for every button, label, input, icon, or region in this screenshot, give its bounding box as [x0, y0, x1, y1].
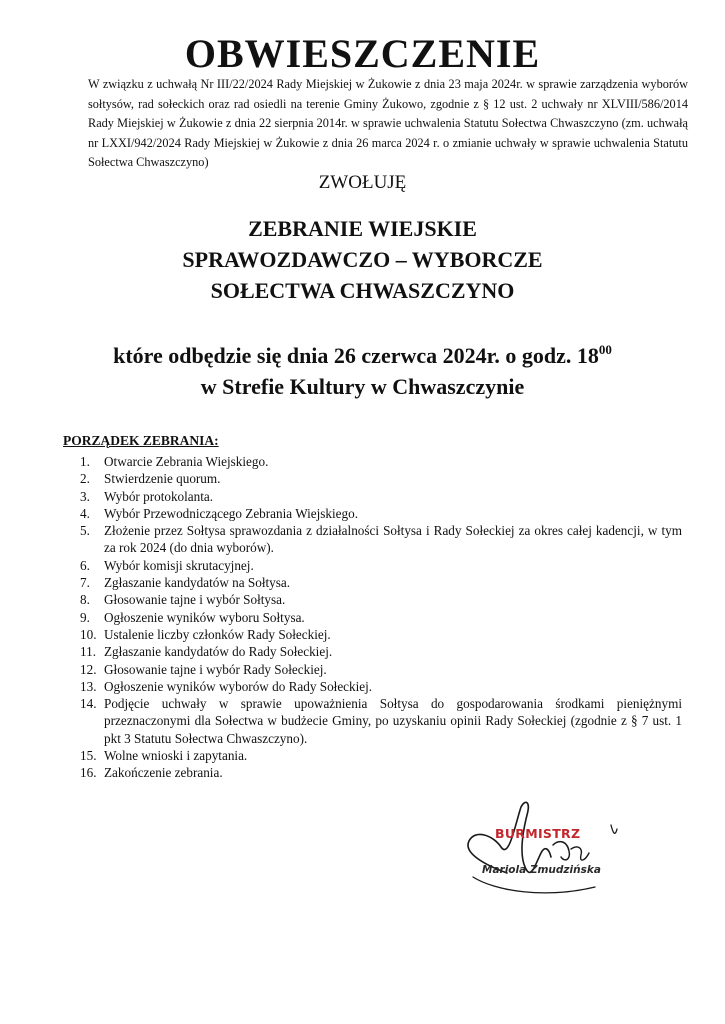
agenda-item-number: 12.: [80, 661, 97, 677]
intro-paragraph: W związku z uchwałą Nr III/22/2024 Rady Miejskiej w Żukowie z dnia 23 maja 2024r. w sprawie zarządzenia wyborów sołtysów, rad sołeckich oraz rad osiedli na terenie Gminy Żukowo, zgodnie z § 12 ust. 2 uchwały nr XLVIII/586/2014 Rady Miejskiej w Żukowie z dnia 22 sierpnia 2014r. w sprawie uchwalenia Statutu Sołectwa Chwaszczyno (zm. uchwałą nr LXXI/942/2024 Rady Miejskiej w Żukowie z dnia 26 marca 2024 r. o zmianie uchwały w sprawie uchwalenia Statutu Sołectwa Chwaszczyno): [88, 77, 688, 169]
agenda-item-text: Podjęcie uchwały w sprawie upoważnienia Sołtysa do gospodarowania środkami pieniężnymi przeznaczonymi dla Sołectwa w budżecie Gminy, po uzyskaniu opinii Rady Sołeckiej (zgodnie z § 7 ust. 1 pkt 3 Statutu Sołectwa Chwaszczyno).: [104, 696, 682, 746]
agenda-item: [80, 695, 682, 747]
agenda-item: [80, 574, 682, 591]
event-date-line: [0, 340, 725, 371]
event-name-line-2: SPRAWOZDAWCZO – WYBORCZE: [182, 247, 543, 272]
agenda-item: [80, 522, 682, 557]
agenda-item-text: Stwierdzenie quorum.: [104, 471, 221, 487]
agenda-item-number: 14.: [80, 696, 97, 712]
event-date-place: [0, 340, 725, 402]
event-name-line-1: ZEBRANIE WIEJSKIE: [248, 216, 477, 241]
event-place-line: w Strefie Kultury w Chwaszczynie: [200, 374, 525, 399]
agenda-item: [80, 626, 682, 643]
agenda-item-text: Ogłoszenie wyników wyborów do Rady Sołeckiej.: [104, 678, 373, 694]
agenda-item: [80, 557, 682, 574]
agenda-item: [80, 661, 682, 678]
agenda-item: [80, 643, 682, 660]
agenda-item-text: Otwarcie Zebrania Wiejskiego.: [104, 454, 269, 469]
handwritten-signature: [455, 795, 635, 905]
agenda-item-number: 1.: [80, 454, 90, 469]
convene-label: ZWOŁUJĘ: [318, 172, 407, 193]
agenda-item-number: 7.: [80, 575, 90, 591]
agenda-heading: PORZĄDEK ZEBRANIA:: [63, 433, 219, 448]
event-name-line-3: SOŁECTWA CHWASZCZYNO: [210, 278, 515, 303]
agenda-item: [80, 488, 682, 505]
stamp-title: BURMISTRZ: [495, 826, 581, 841]
agenda-item-text: Zakończenie zebrania.: [104, 765, 223, 781]
agenda-item-text: Wybór Przewodniczącego Zebrania Wiejskiego.: [104, 505, 359, 521]
agenda-item-number: 3.: [80, 488, 90, 504]
event-time-minutes: 00: [598, 342, 612, 357]
event-name: [0, 213, 725, 306]
agenda-item-number: 6.: [80, 557, 90, 573]
agenda-item-text: Wybór komisji skrutacyjnej.: [104, 557, 254, 573]
agenda-item: [80, 591, 682, 608]
agenda-item-number: 2.: [80, 471, 90, 487]
agenda-item: [80, 453, 682, 470]
agenda-item-number: 5.: [80, 523, 90, 539]
agenda-item: [80, 747, 682, 764]
agenda-item-number: 10.: [80, 626, 97, 642]
event-date-text: które odbędzie się dnia 26 czerwca 2024r. o godz. 18: [113, 343, 599, 368]
agenda-item: [80, 505, 682, 522]
agenda-item-text: Ustalenie liczby członków Rady Sołeckiej.: [104, 626, 331, 642]
agenda-item-number: 13.: [80, 678, 97, 694]
agenda-item: [80, 764, 682, 781]
agenda-item-number: 11.: [80, 644, 96, 660]
agenda-item-number: 8.: [80, 592, 90, 608]
agenda-item-text: Wolne wnioski i zapytania.: [104, 748, 248, 764]
agenda-item-number: 15.: [80, 748, 97, 764]
agenda-item-text: Głosowanie tajne i wybór Rady Sołeckiej.: [104, 661, 327, 677]
agenda-list: [80, 453, 682, 782]
agenda-item-text: Zgłaszanie kandydatów na Sołtysa.: [104, 575, 291, 591]
agenda-item-text: Wybór protokolanta.: [104, 488, 214, 504]
agenda-item-text: Złożenie przez Sołtysa sprawozdania z działalności Sołtysa i Rady Sołeckiej za okres całej kadencji, w tym za rok 2024 (do dnia wyborów).: [104, 523, 682, 556]
agenda-item: [80, 678, 682, 695]
agenda-item: [80, 470, 682, 487]
agenda-item-text: Głosowanie tajne i wybór Sołtysa.: [104, 592, 286, 608]
agenda-item: [80, 609, 682, 626]
agenda-item-number: 4.: [80, 505, 90, 521]
stamp-name: Mariola Zmudzińska: [482, 864, 601, 876]
agenda-item-number: 16.: [80, 765, 97, 781]
agenda-item-number: 9.: [80, 609, 90, 625]
agenda-item-text: Zgłaszanie kandydatów do Rady Sołeckiej.: [104, 644, 333, 660]
notice-title: OBWIESZCZENIE: [184, 31, 541, 76]
agenda-item-text: Ogłoszenie wyników wyboru Sołtysa.: [104, 609, 305, 625]
